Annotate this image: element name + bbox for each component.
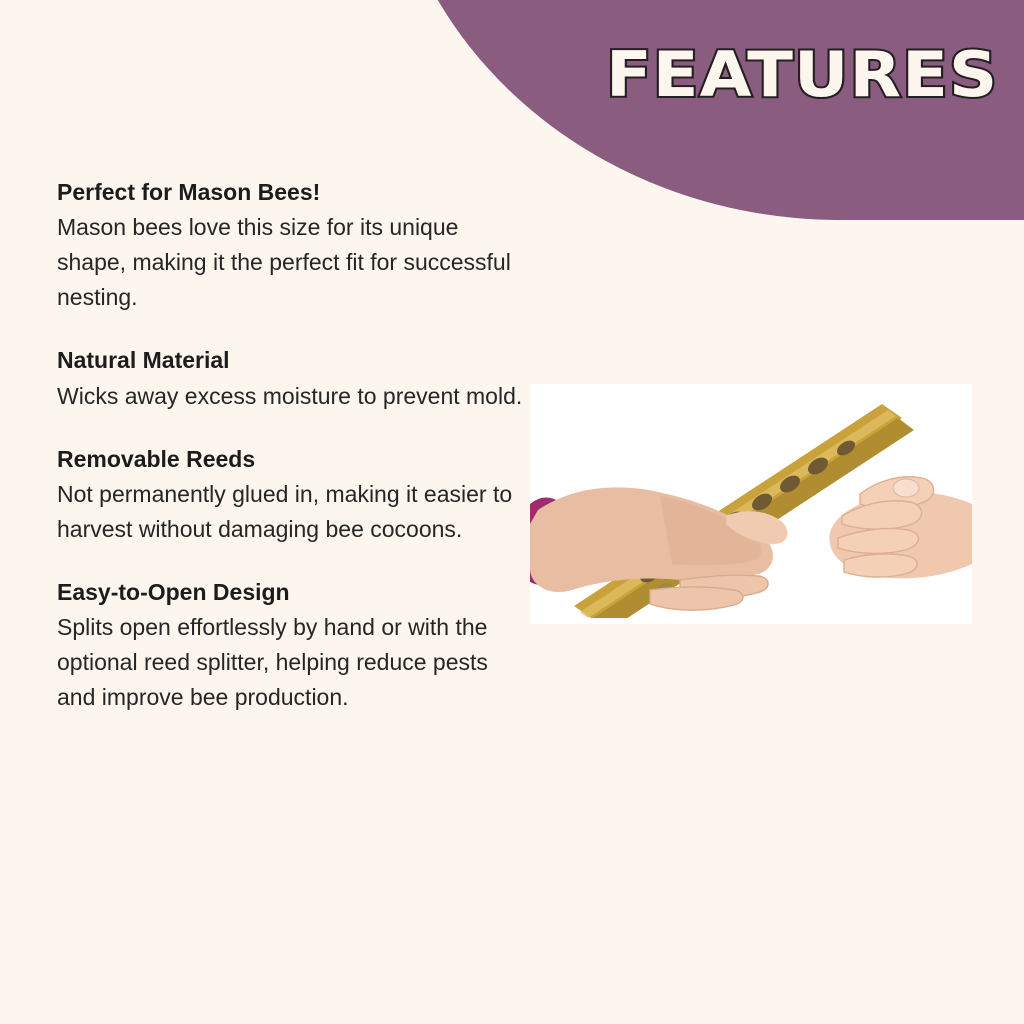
feature-title: Perfect for Mason Bees!	[57, 179, 321, 205]
hands-holding-reeds-photo	[530, 384, 972, 624]
feature-item	[57, 344, 527, 413]
feature-body: Mason bees love this size for its unique shape, making it the perfect fit for successful nesting.	[57, 214, 511, 311]
feature-item	[57, 443, 527, 547]
product-photo	[530, 384, 972, 624]
features-list	[57, 176, 527, 715]
feature-body: Not permanently glued in, making it easier to harvest without damaging bee cocoons.	[57, 480, 513, 542]
page-title: FEATURES	[605, 38, 998, 111]
feature-body: Wicks away excess moisture to prevent mold.	[57, 382, 523, 409]
feature-title: Easy-to-Open Design	[57, 578, 290, 605]
feature-body: Splits open effortlessly by hand or with the optional reed splitter, helping reduce pests and improve bee production.	[57, 614, 488, 710]
feature-title: Removable Reeds	[57, 445, 256, 472]
feature-title: Natural Material	[57, 347, 230, 374]
feature-item	[57, 576, 527, 715]
feature-item	[57, 176, 527, 315]
